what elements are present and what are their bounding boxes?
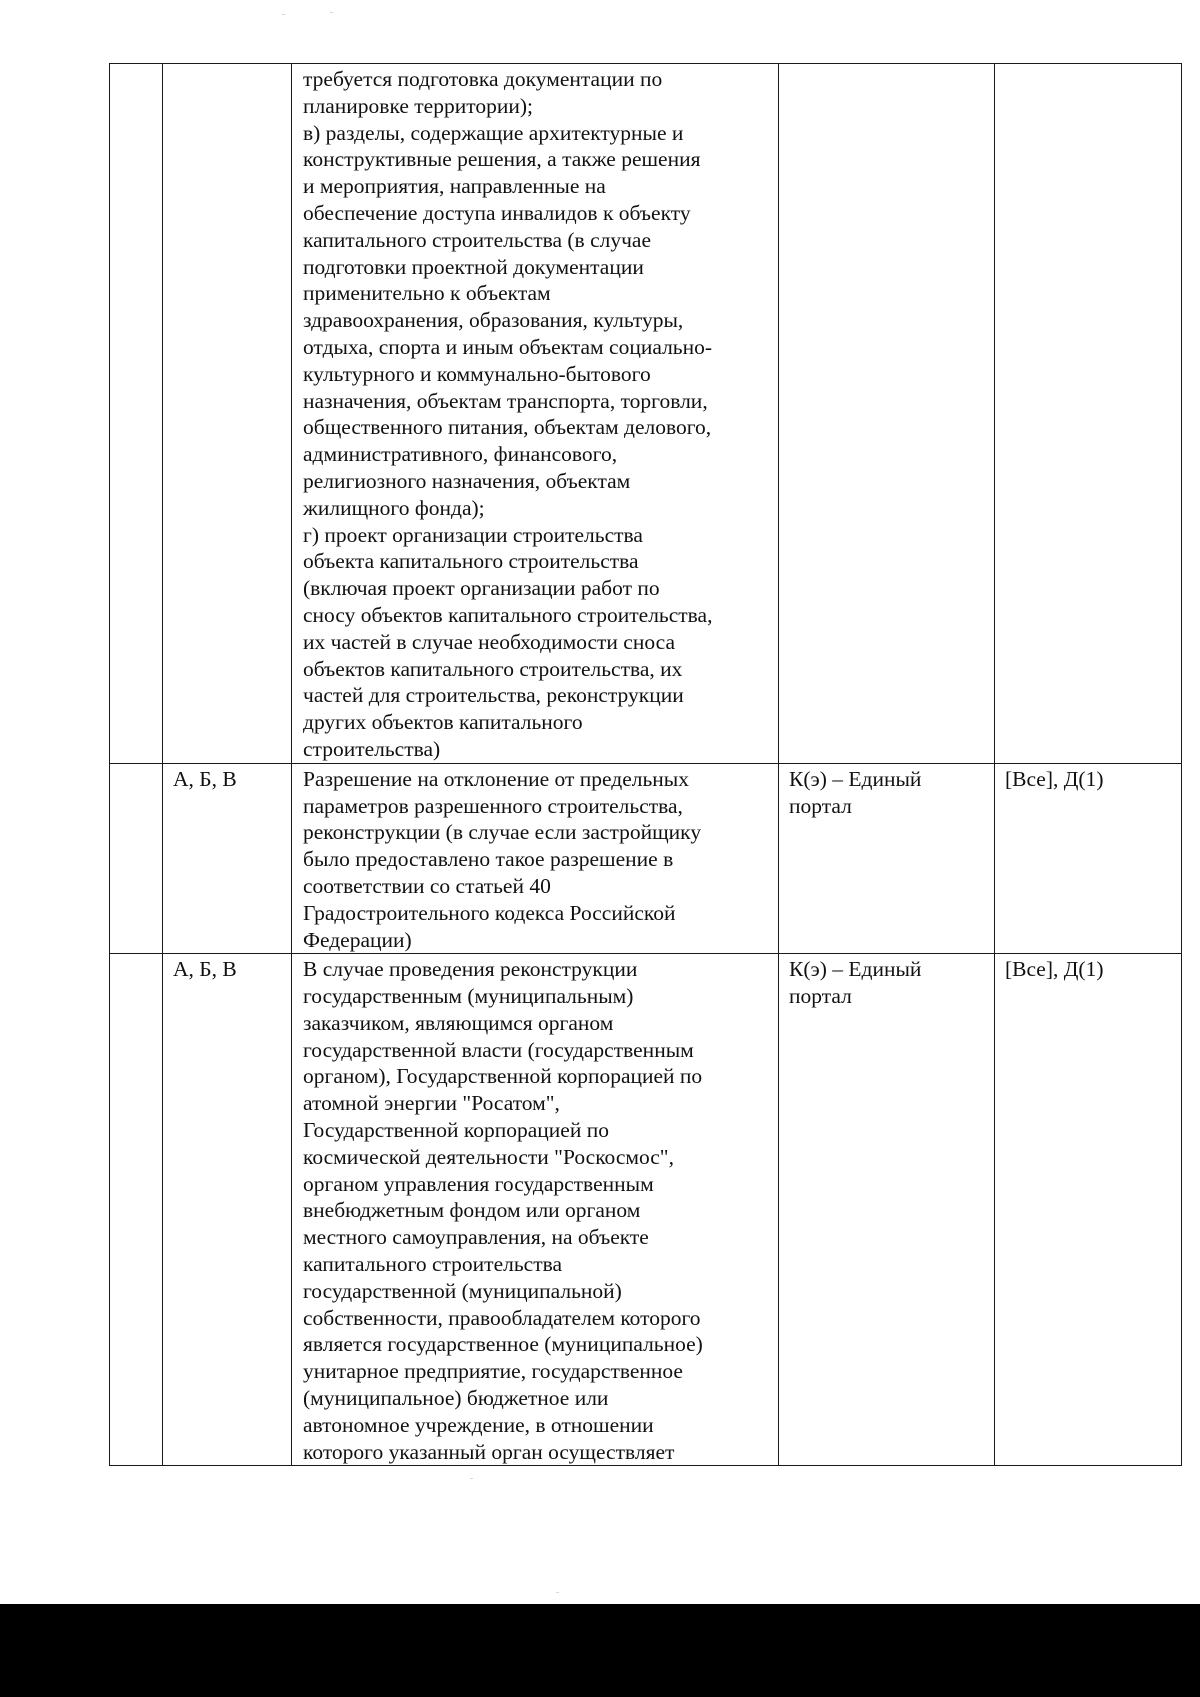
- cell-category: А, Б, В: [163, 954, 292, 1466]
- text-line: государственной (муниципальной): [303, 1278, 622, 1303]
- text-line: административного, финансового,: [303, 442, 618, 467]
- text-line: органом), Государственной корпорацией по: [303, 1064, 703, 1089]
- table-row: [110, 763, 1182, 954]
- text-line: параметров разрешенного строительства,: [303, 793, 683, 818]
- text-line: (муниципальное) бюджетное или: [303, 1386, 609, 1411]
- cell-category: [163, 64, 292, 764]
- text-line: планировке территории);: [303, 93, 533, 118]
- text-line: автономное учреждение, в отношении: [303, 1412, 654, 1437]
- text-line: реконструкции (в случае если застройщику: [303, 820, 702, 845]
- scan-artifact: [470, 1478, 473, 1479]
- text-line: В случае проведения реконструкции: [303, 957, 638, 982]
- text-line: их частей в случае необходимости сноса: [303, 629, 675, 654]
- text-line: других объектов капитального: [303, 710, 583, 735]
- scan-artifact: [556, 1592, 559, 1593]
- text-line: атомной энергии "Росатом",: [303, 1091, 560, 1116]
- text-line: религиозного назначения, объектам: [303, 468, 631, 493]
- scan-edge-band: [0, 1604, 1200, 1697]
- text-line: отдыха, спорта и иным объектам социально-: [303, 334, 713, 359]
- text-line: унитарное предприятие, государственное: [303, 1359, 683, 1384]
- text-line: местного самоуправления, на объекте: [303, 1225, 649, 1250]
- text-line: заказчиком, являющимся органом: [303, 1010, 614, 1035]
- text-line: сносу объектов капитального строительства,: [303, 602, 713, 627]
- cell-source: [779, 64, 995, 764]
- text-line: объекта капитального строительства: [303, 549, 639, 574]
- cell-source: [779, 954, 995, 1466]
- requirements-table: [109, 63, 1182, 1466]
- text-line: капитального строительства (в случае: [303, 227, 651, 252]
- cell-access: [Все], Д(1): [995, 954, 1182, 1466]
- table-row: [110, 954, 1182, 1466]
- table-row: [110, 64, 1182, 764]
- text-line: государственным (муниципальным): [303, 984, 634, 1009]
- source-line: К(э) – Единый: [789, 766, 922, 791]
- source-line: портал: [789, 984, 852, 1009]
- text-line: (включая проект организации работ по: [303, 576, 660, 601]
- text-line: Разрешение на отклонение от предельных: [303, 766, 689, 791]
- text-line: в) разделы, содержащие архитектурные и: [303, 120, 684, 145]
- scan-artifact: [282, 14, 285, 15]
- cell-number: [110, 64, 163, 764]
- text-line: органом управления государственным: [303, 1171, 654, 1196]
- text-line: капитального строительства: [303, 1252, 563, 1277]
- text-line: конструктивные решения, а также решения: [303, 147, 701, 172]
- cell-description: [292, 64, 779, 764]
- text-line: подготовки проектной документации: [303, 254, 644, 279]
- text-line: государственной власти (государственным: [303, 1037, 694, 1062]
- text-line: культурного и коммунально-бытового: [303, 361, 651, 386]
- text-line: является государственное (муниципальное): [303, 1332, 703, 1357]
- cell-category: А, Б, В: [163, 763, 292, 954]
- text-line: внебюджетным фондом или органом: [303, 1198, 641, 1223]
- cell-source: [779, 763, 995, 954]
- text-line: частей для строительства, реконструкции: [303, 683, 684, 708]
- text-line: соответствии со статьей 40: [303, 873, 551, 898]
- text-line: Государственной корпорацией по: [303, 1118, 609, 1143]
- text-line: г) проект организации строительства: [303, 522, 643, 547]
- text-line: назначения, объектам транспорта, торговли,: [303, 388, 708, 413]
- cell-description: [292, 954, 779, 1466]
- source-line: портал: [789, 793, 852, 818]
- cell-access: [Все], Д(1): [995, 763, 1182, 954]
- text-line: Градостроительного кодекса Российской: [303, 900, 676, 925]
- text-line: требуется подготовка документации по: [303, 67, 663, 91]
- source-line: К(э) – Единый: [789, 957, 922, 982]
- text-line: жилищного фонда);: [303, 495, 485, 520]
- text-line: объектов капитального строительства, их: [303, 656, 683, 681]
- text-line: собственности, правообладателем которого: [303, 1305, 701, 1330]
- text-line: и мероприятия, направленные на: [303, 174, 606, 199]
- text-line: обеспечение доступа инвалидов к объекту: [303, 200, 691, 225]
- text-line: общественного питания, объектам делового,: [303, 415, 712, 440]
- text-line: которого указанный орган осуществляет: [303, 1439, 675, 1464]
- text-line: здравоохранения, образования, культуры,: [303, 308, 684, 333]
- cell-access: [995, 64, 1182, 764]
- cell-number: [110, 954, 163, 1466]
- text-line: космической деятельности "Роскосмос",: [303, 1144, 674, 1169]
- text-line: применительно к объектам: [303, 281, 551, 306]
- cell-number: [110, 763, 163, 954]
- text-line: строительства): [303, 736, 441, 761]
- text-line: было предоставлено такое разрешение в: [303, 847, 674, 872]
- scan-artifact: [330, 12, 333, 13]
- cell-description: [292, 763, 779, 954]
- text-line: Федерации): [303, 927, 412, 952]
